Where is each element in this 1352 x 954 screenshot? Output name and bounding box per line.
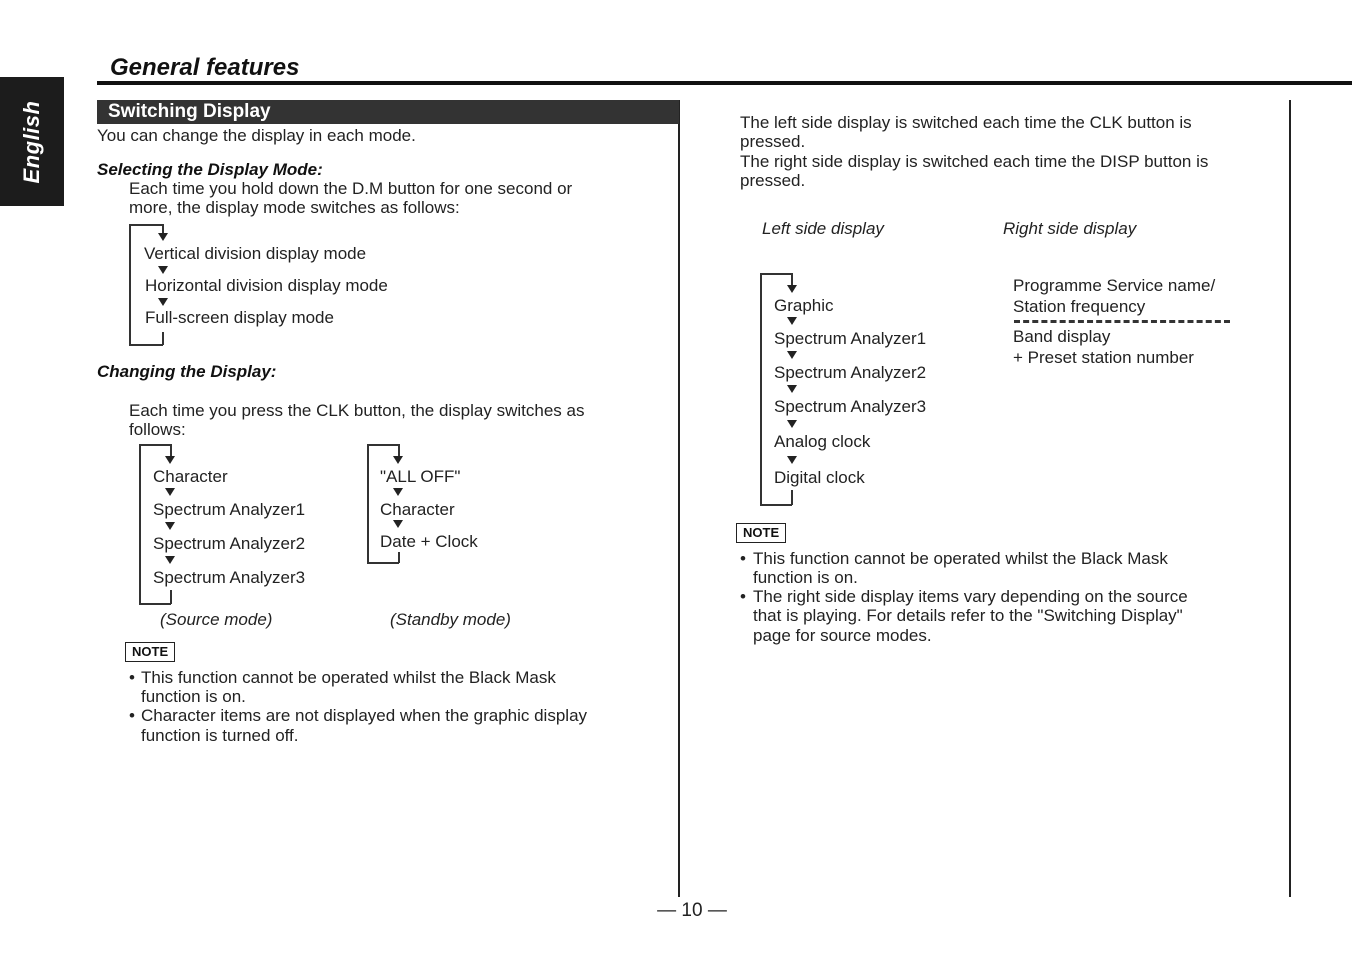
right-para-2-line-2: pressed. — [740, 171, 806, 190]
arrow-down-icon — [165, 488, 175, 496]
source-caption: (Source mode) — [160, 610, 273, 629]
arrow-down-icon — [393, 520, 403, 528]
mode-item: Horizontal division display mode — [145, 276, 388, 295]
arrow-down-icon — [158, 233, 168, 241]
right-margin-rule — [1289, 100, 1291, 897]
right-para-1-line-2: pressed. — [740, 132, 806, 151]
arrow-down-icon — [165, 522, 175, 530]
page-number: — 10 — — [657, 900, 727, 921]
left-display-item: Spectrum Analyzer2 — [774, 363, 927, 382]
selecting-text-1: Each time you hold down the D.M button for one second or — [129, 179, 573, 198]
changing-text-2: follows: — [129, 420, 186, 439]
note-text: page for source modes. — [753, 626, 932, 645]
left-display-item: Spectrum Analyzer1 — [774, 329, 927, 348]
column-divider — [678, 100, 680, 897]
note-bullet-icon: • — [129, 706, 135, 725]
arrow-down-icon — [165, 556, 175, 564]
intro-text: You can change the display in each mode. — [97, 126, 416, 145]
standby-caption: (Standby mode) — [390, 610, 511, 629]
title-rule — [97, 81, 1352, 85]
arrow-down-icon — [165, 456, 175, 464]
note-label: NOTE — [736, 523, 786, 543]
standby-item: "ALL OFF" — [380, 467, 461, 486]
right-para-1-line-1: The left side display is switched each time the CLK button is — [740, 113, 1192, 132]
language-tab-label: English — [19, 100, 44, 183]
left-display-item: Graphic — [774, 296, 834, 315]
left-display-item: Digital clock — [774, 468, 865, 487]
standby-item: Character — [380, 500, 455, 519]
source-item: Spectrum Analyzer1 — [153, 500, 306, 519]
right-display-line: + Preset station number — [1013, 348, 1194, 367]
note-text: Character items are not displayed when the graphic display — [141, 706, 588, 725]
standby-item: Date + Clock — [380, 532, 478, 551]
source-item: Spectrum Analyzer2 — [153, 534, 306, 553]
arrow-down-icon — [787, 385, 797, 393]
changing-text-1: Each time you press the CLK button, the display switches as — [129, 401, 585, 420]
changing-heading: Changing the Display: — [97, 362, 277, 381]
note-bullet-icon: • — [740, 549, 746, 568]
right-display-line: Band display — [1013, 327, 1111, 346]
arrow-down-icon — [787, 285, 797, 293]
left-display-item: Analog clock — [774, 432, 871, 451]
page-title: General features — [110, 54, 300, 81]
note-text: function is on. — [141, 687, 246, 706]
selecting-heading: Selecting the Display Mode: — [97, 160, 323, 179]
note-text: function is on. — [753, 568, 858, 587]
note-text: that is playing. For details refer to the "Switching Display" — [753, 606, 1183, 625]
note-text: function is turned off. — [141, 726, 299, 745]
arrow-down-icon — [393, 488, 403, 496]
arrow-down-icon — [787, 420, 797, 428]
arrow-down-icon — [158, 266, 168, 274]
note-text: The right side display items vary depending on the source — [753, 587, 1188, 606]
note-text: This function cannot be operated whilst the Black Mask — [141, 668, 556, 687]
section-heading: Switching Display — [97, 100, 679, 124]
left-display-item: Spectrum Analyzer3 — [774, 397, 927, 416]
mode-item: Vertical division display mode — [144, 244, 367, 263]
display-separator — [1014, 320, 1230, 323]
note-label: NOTE — [125, 642, 175, 662]
arrow-down-icon — [158, 298, 168, 306]
left-display-heading: Left side display — [762, 219, 884, 238]
right-para-2-line-1: The right side display is switched each time the DISP button is — [740, 152, 1209, 171]
note-bullet-icon: • — [740, 587, 746, 606]
language-tab — [0, 77, 64, 206]
note-bullet-icon: • — [129, 668, 135, 687]
arrow-down-icon — [787, 317, 797, 325]
selecting-text-2: more, the display mode switches as follows: — [129, 198, 460, 217]
arrow-down-icon — [787, 456, 797, 464]
right-display-line: Station frequency — [1013, 297, 1146, 316]
source-item: Spectrum Analyzer3 — [153, 568, 306, 587]
mode-item: Full-screen display mode — [145, 308, 334, 327]
arrow-down-icon — [393, 456, 403, 464]
source-item: Character — [153, 467, 228, 486]
arrow-down-icon — [787, 351, 797, 359]
note-text: This function cannot be operated whilst the Black Mask — [753, 549, 1168, 568]
right-display-heading: Right side display — [1003, 219, 1137, 238]
right-display-line: Programme Service name/ — [1013, 276, 1216, 295]
